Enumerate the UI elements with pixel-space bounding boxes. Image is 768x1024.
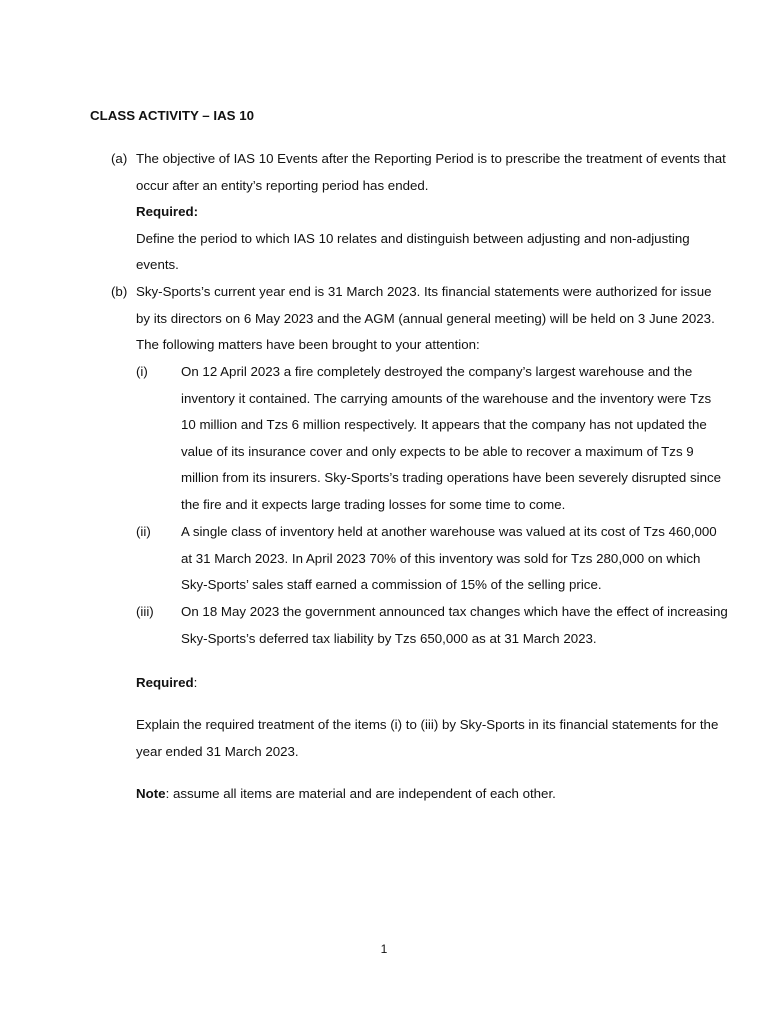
sub-item-marker: (ii) [136,524,151,539]
part-a-text [136,146,726,279]
sub-item-line: inventory it contained. The carrying amounts of the warehouse and the inventory were Tzs [181,390,712,406]
sub-item-marker: (i) [136,364,148,379]
sub-item-line: On 18 May 2023 the government announced tax changes which have the effect of increasing [181,604,728,619]
note-text: : assume all items are material and are independent of each other. [165,786,556,801]
part-b-required [136,670,679,697]
instruction-line: year ended 31 March 2023. [136,743,299,759]
sub-item-text [181,599,728,652]
required-label: Required [136,675,194,690]
sub-item-marker: (iii) [136,604,154,619]
part-a-line: The objective of IAS 10 Events after the Reporting Period is to prescribe the treatment of events that [136,151,726,166]
note-label: Note [136,786,166,801]
sub-item-line: Sky-Sports’ sales staff earned a commission of 15% of the selling price. [181,577,602,593]
sub-item-line: value of its insurance cover and only expects to be able to recover a maximum of Tzs 9 [181,443,694,459]
note [136,781,679,808]
sub-item-line: On 12 April 2023 a fire completely destroyed the company’s largest warehouse and the [181,364,693,379]
sub-item-line: 10 million and Tzs 6 million respectively. It appears that the company has not updated the [181,417,707,433]
part-b-text [136,279,715,359]
part-b-line: by its directors on 6 May 2023 and the AGM (annual general meeting) will be held on 3 June 2023. [136,310,715,326]
note-line [136,781,679,808]
part-a-required-line: Define the period to which IAS 10 relates and distinguish between adjusting and non-adjusting [136,230,690,246]
part-b-marker: (b) [111,284,128,299]
sub-item-line: A single class of inventory held at another warehouse was valued at its cost of Tzs 460,000 [181,524,717,539]
part-b-line: The following matters have been brought to your attention: [136,337,480,353]
sub-item-line: the fire and it expects large trading losses for some time to come. [181,496,566,512]
page-title: CLASS ACTIVITY – IAS 10 [90,108,255,123]
part-a-marker: (a) [111,151,128,166]
page-number: 1 [380,942,388,956]
sub-item-line: million from its insurers. Sky-Sports’s trading operations have been severely disrupted since [181,470,722,486]
instruction-line: Explain the required treatment of the items (i) to (iii) by Sky-Sports in its financial statements for the [136,717,719,732]
sub-item-line: Sky-Sports’s deferred tax liability by Tzs 650,000 as at 31 March 2023. [181,630,597,646]
part-b-instruction [136,712,719,765]
required-colon: : [193,675,198,690]
required-heading [136,670,679,697]
sub-item-text [181,519,717,599]
sub-item-line: at 31 March 2023. In April 2023 70% of this inventory was sold for Tzs 280,000 on which [181,550,701,566]
part-a-required-label: Required: [136,204,199,220]
part-a-line: occur after an entity’s reporting period has ended. [136,177,429,193]
sub-item-text [181,359,722,519]
part-a-required-line: events. [136,257,179,273]
part-b-line: Sky-Sports’s current year end is 31 March 2023. Its financial statements were authorized for issue [136,284,712,299]
